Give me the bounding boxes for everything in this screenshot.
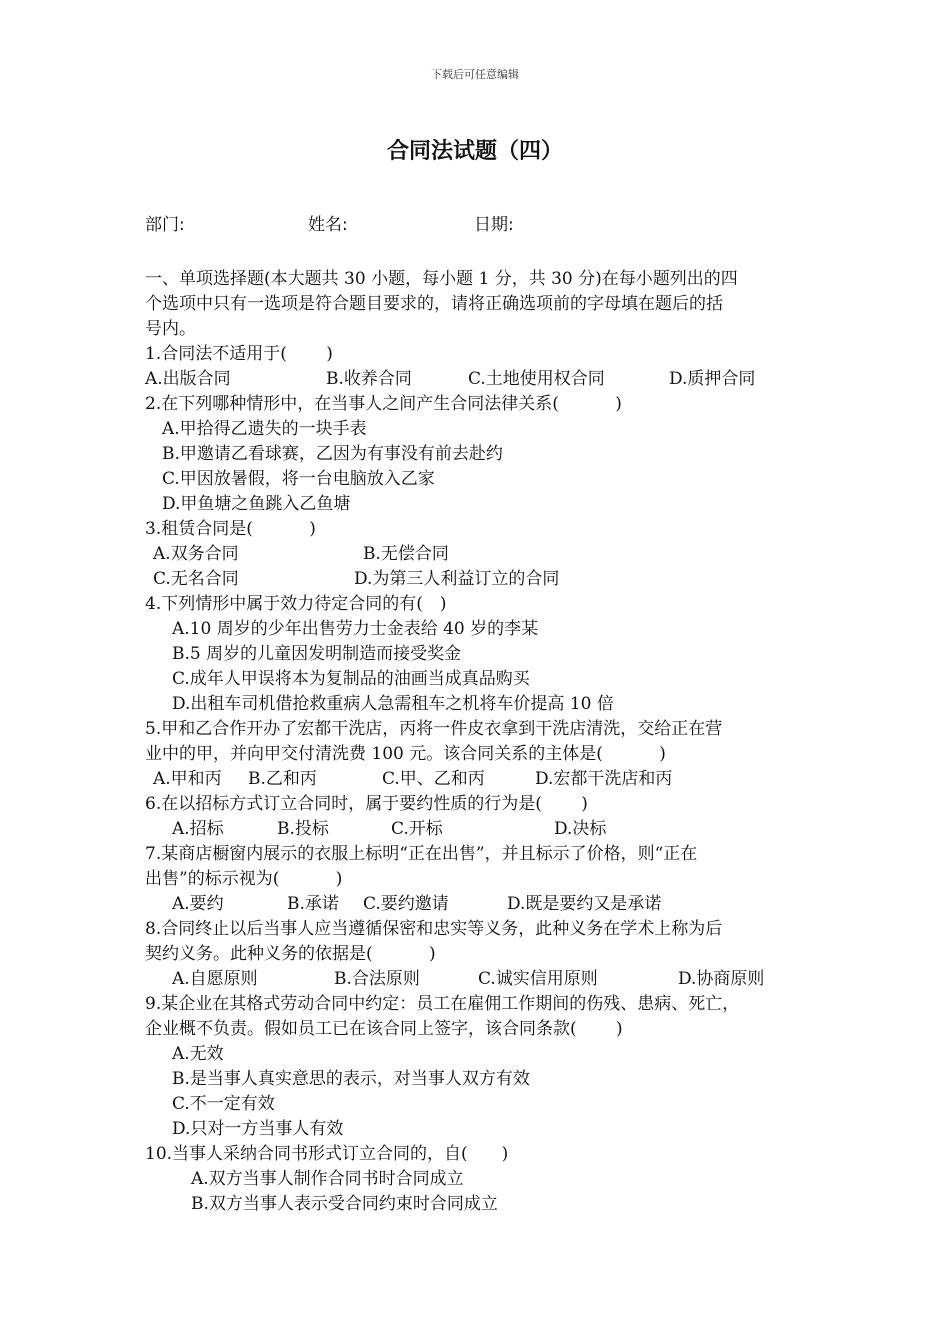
question-8-stem: 8.合同终止以后当事人应当遵循保密和忠实等义务，此种义务在学术上称为后 [145,919,723,939]
q8-option-b: B.合法原则 [334,969,420,989]
question-7-stem-cont: 出售”的标示视为( ) [145,869,343,889]
name-label: 姓名: [308,215,348,235]
q10-option-a: A.双方当事人制作合同书时合同成立 [191,1169,464,1189]
q6-option-c: C.开标 [391,819,443,839]
question-5-stem: 5.甲和乙合作开办了宏都干洗店，丙将一件皮衣拿到干洗店清洗，交给正在营 [145,719,723,739]
q6-option-b: B.投标 [277,819,329,839]
dept-label: 部门: [145,215,185,235]
date-label: 日期: [474,215,514,235]
q5-option-d: D.宏都干洗店和丙 [535,769,673,789]
q2-option-a: A.甲拾得乙遗失的一块手表 [162,419,367,439]
q4-option-d: D.出租车司机借抢救重病人急需租车之机将车价提高 10 倍 [172,694,614,714]
question-2-stem: 2.在下列哪种情形中，在当事人之间产生合同法律关系( ) [145,394,622,414]
question-6-stem: 6.在以招标方式订立合同时，属于要约性质的行为是( ) [145,794,588,814]
question-1-options [145,367,825,392]
question-3-options-row1 [145,542,825,567]
q2-option-b: B.甲邀请乙看球赛，乙因为有事没有前去赴约 [162,444,503,464]
q7-option-d: D.既是要约又是承诺 [507,894,662,914]
q4-option-a: A.10 周岁的少年出售劳力士金表给 40 岁的李某 [172,619,539,639]
q3-option-d: D.为第三人利益订立的合同 [354,569,560,589]
question-8-stem-cont: 契约义务。此种义务的依据是( ) [145,944,436,964]
question-5-options [145,767,825,792]
q4-option-b: B.5 周岁的儿童因发明制造而接受奖金 [172,644,462,664]
q3-option-c: C.无名合同 [153,569,239,589]
q5-option-b: B.乙和丙 [248,769,317,789]
q3-option-b: B.无偿合同 [363,544,449,564]
question-10-stem: 10.当事人采纳合同书形式订立合同的，自( ) [145,1144,509,1164]
q7-option-b: B.承诺 [287,894,339,914]
q8-option-d: D.协商原则 [678,969,765,989]
q8-option-a: A.自愿原则 [172,969,258,989]
question-3-options-row2 [145,567,825,592]
page-header: 下载后可任意编辑 [431,68,519,81]
question-1-stem: 1.合同法不适用于( ) [145,344,333,364]
q9-option-c: C.不一定有效 [172,1094,275,1114]
question-body [145,267,825,1217]
section-intro-line: 个选项中只有一选项是符合题目要求的，请将正确选项前的字母填在题后的括 [145,294,723,314]
question-4-stem: 4.下列情形中属于效力待定合同的有( ) [145,594,447,614]
q9-option-a: A.无效 [172,1044,224,1064]
q1-option-a: A.出版合同 [145,369,231,389]
q8-option-c: C.诚实信用原则 [478,969,598,989]
q7-option-c: C.要约邀请 [363,894,449,914]
section-intro-line: 一、单项选择题(本大题共 30 小题，每小题 1 分，共 30 分)在每小题列出的四 [145,269,738,289]
q1-option-b: B.收养合同 [326,369,412,389]
question-3-stem: 3.租赁合同是( ) [145,519,316,539]
q7-option-a: A.要约 [172,894,224,914]
q1-option-d: D.质押合同 [669,369,756,389]
question-8-options [145,967,825,992]
question-7-options [145,892,825,917]
q2-option-d: D.甲鱼塘之鱼跳入乙鱼塘 [162,494,351,514]
q4-option-c: C.成年人甲误将本为复制品的油画当成真品购买 [172,669,530,689]
q6-option-d: D.决标 [554,819,607,839]
q5-option-c: C.甲、乙和丙 [382,769,485,789]
question-6-options [145,817,825,842]
question-9-stem-cont: 企业概不负责。假如员工已在该合同上签字，该合同条款( ) [145,1019,623,1039]
q1-option-c: C.土地使用权合同 [468,369,605,389]
q9-option-d: D.只对一方当事人有效 [172,1119,344,1139]
question-9-stem: 9.某企业在其格式劳动合同中约定：员工在雇佣工作期间的伤残、患病、死亡， [145,994,740,1014]
question-7-stem: 7.某商店橱窗内展示的衣服上标明“正在出售”，并且标示了价格，则“正在 [145,844,698,864]
page-title: 合同法试题（四） [386,139,563,164]
q5-option-a: A.甲和丙 [153,769,222,789]
q10-option-b: B.双方当事人表示受合同约束时合同成立 [191,1194,498,1214]
question-5-stem-cont: 业中的甲，并向甲交付清洗费 100 元。该合同关系的主体是( ) [145,744,666,764]
q2-option-c: C.甲因放暑假，将一台电脑放入乙家 [162,469,435,489]
q9-option-b: B.是当事人真实意思的表示，对当事人双方有效 [172,1069,530,1089]
q6-option-a: A.招标 [172,819,224,839]
q3-option-a: A.双务合同 [153,544,239,564]
section-intro-line: 号内。 [145,319,196,339]
